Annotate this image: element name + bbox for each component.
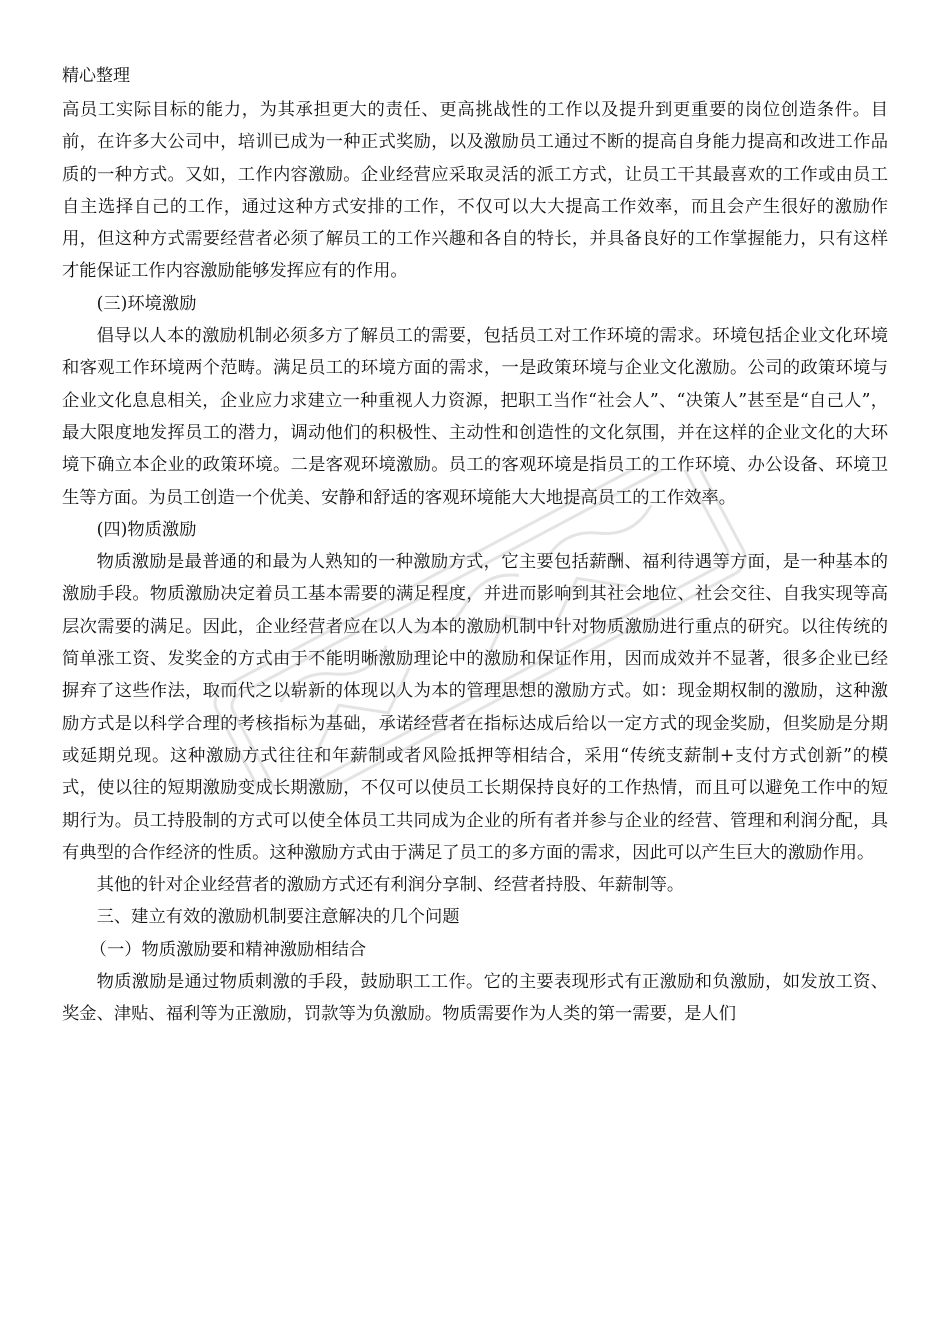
- paragraph-material-incentive: 物质激励是最普通的和最为人熟知的一种激励方式，它主要包括薪酬、福利待遇等方面，是一种基本的激励手段。物质激励决定着员工基本需要的满足程度，并进而影响到其社会地位、社会交往、自我实现等高层次需要的满足。因此，企业经营者应在以人为本的激励机制中针对物质激励进行重点的研究。以往传统的简单涨工资、发奖金的方式由于不能明晰激励理论中的激励和保证作用，因而成效并不显著，很多企业已经摒弃了这些作法，取而代之以崭新的体现以人为本的管理思想的激励方式。如：现金期权制的激励，这种激励方式是以科学合理的考核指标为基础，承诺经营者在指标达成后给以一定方式的现金奖励，但奖励是分期或延期兑现。这种激励方式往往和年薪制或者风险抵押等相结合，采用“传统支薪制+支付方式创新”的模式，使以往的短期激励变成长期激励，不仅可以使员工长期保持良好的工作热情，而且可以避免工作中的短期行为。员工持股制的方式可以使全体员工共同成为企业的所有者并参与企业的经营、管理和利润分配，具有典型的合作经济的性质。这种激励方式由于满足了员工的多方面的需求，因此可以产生巨大的激励作用。: [62, 552, 888, 863]
- document-page: [62, 58, 888, 1031]
- paragraph-material-incentive-definition: 物质激励是通过物质刺激的手段，鼓励职工工作。它的主要表现形式有正激励和负激励，如发放工资、奖金、津贴、福利等为正激励，罚款等为负激励。物质需要作为人类的第一需要，是人们: [62, 972, 888, 1025]
- paragraph-other-incentives: 其他的针对企业经营者的激励方式还有利润分享制、经营者持股、年薪制等。: [96, 875, 685, 896]
- part-three-heading: 三、建立有效的激励机制要注意解决的几个问题: [96, 907, 460, 928]
- page-header: 精心整理: [62, 66, 130, 86]
- section-heading-environment-incentive: (三)环境激励: [96, 293, 197, 314]
- subsection-heading-material-and-spiritual: （一）物质激励要和精神激励相结合: [89, 939, 367, 960]
- paragraph-environment-incentive: 倡导以人本的激励机制必须多方了解员工的需要，包括员工对工作环境的需求。环境包括企业文化环境和客观工作环境两个范畴。满足员工的环境方面的需求，一是政策环境与企业文化激励。公司的政策环境与企业文化息息相关，企业应力求建立一种重视人力资源，把职工当作“社会人”、“决策人”甚至是“自己人”，最大限度地发挥员工的潜力，调动他们的积极性、主动性和创造性的文化氛围，并在这样的企业文化的大环境下确立本企业的政策环境。二是客观环境激励。员工的客观环境是指员工的工作环境、办公设备、环境卫生等方面。为员工创造一个优美、安静和舒适的客观环境能大大地提高员工的工作效率。: [62, 326, 888, 508]
- section-heading-material-incentive: (四)物质激励: [96, 519, 197, 540]
- paragraph-training-and-work-content: 高员工实际目标的能力，为其承担更大的责任、更高挑战性的工作以及提升到更重要的岗位创造条件。目前，在许多大公司中，培训已成为一种正式奖励，以及激励员工通过不断的提高自身能力提高和改进工作品质的一种方式。又如，工作内容激励。企业经营应采取灵活的派工方式，让员工干其最喜欢的工作或由员工自主选择自己的工作，通过这种方式安排的工作，不仅可以大大提高工作效率，而且会产生很好的激励作用，但这种方式需要经营者必须了解员工的工作兴趣和各自的特长，并具备良好的工作掌握能力，只有这样才能保证工作内容激励能够发挥应有的作用。: [62, 100, 888, 282]
